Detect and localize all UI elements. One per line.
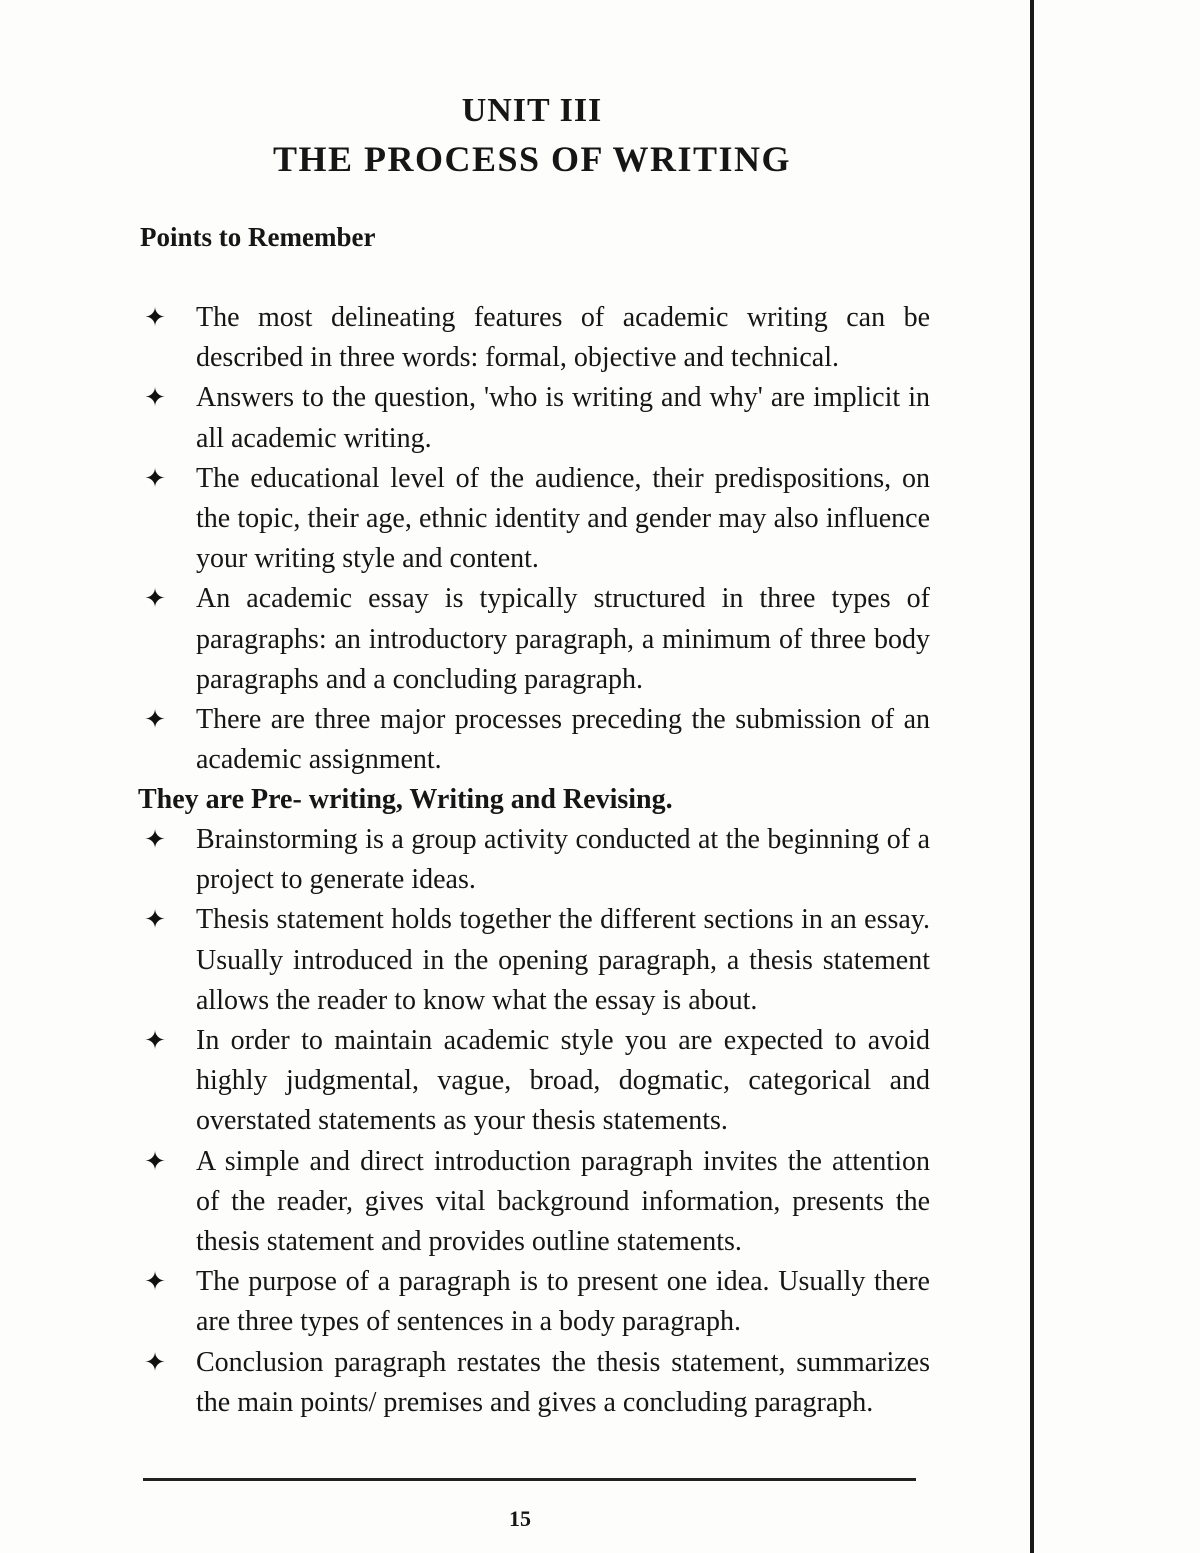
list-item [140,1142,930,1263]
point-text: The purpose of a paragraph is to present one idea. Usually there are three types of sentences in a body paragraph. [196,1266,930,1338]
four-point-star-icon: ✦ [144,463,166,493]
point-text: Answers to the question, 'who is writing and why' are implicit in all academic writing. [196,382,930,454]
point-text: Conclusion paragraph restates the thesis statement, summarizes the main points/ premises and gives a concluding paragraph. [196,1346,930,1418]
section-heading: Points to Remember [140,222,376,252]
list-item [140,459,930,580]
unit-label: UNIT III [461,92,603,129]
point-text: Thesis statement holds together the different sections in an essay. Usually introduced in the opening paragraph, a thesis statement allows the reader to know what the essay is about. [196,904,930,1016]
list-item [140,900,930,1021]
four-point-star-icon: ✦ [144,1347,166,1377]
point-text: There are three major processes preceding the submission of an academic assignment. [196,704,930,776]
four-point-star-icon: ✦ [144,905,166,935]
four-point-star-icon: ✦ [144,584,166,614]
point-text: The most delineating features of academic writing can be described in three words: formal, objective and technical. [196,302,930,374]
list-item [140,1343,930,1423]
four-point-star-icon: ✦ [144,383,166,413]
four-point-star-icon: ✦ [144,1146,166,1176]
list-item [140,1262,930,1342]
point-text: Brainstorming is a group activity conducted at the beginning of a project to generate ideas. [196,824,930,896]
writing-stages-subheading: They are Pre- writing, Writing and Revising. [138,784,673,815]
four-point-star-icon: ✦ [144,303,166,332]
point-text: An academic essay is typically structured in three types of paragraphs: an introductory paragraph, a minimum of three body paragraphs and a concluding paragraph. [196,583,930,695]
page-title: THE PROCESS OF WRITING [272,139,792,179]
four-point-star-icon: ✦ [144,825,166,854]
four-point-star-icon: ✦ [144,705,166,735]
page-number: 15 [509,1506,531,1531]
point-text: In order to maintain academic style you are expected to avoid highly judgmental, vague, broad, dogmatic, categorical and overstated statements as your thesis statements. [196,1025,930,1137]
list-item [140,579,930,700]
list-item [140,1021,930,1142]
point-text: The educational level of the audience, their predispositions, on the topic, their age, ethnic identity and gender may also influence your writing style and content. [196,462,930,575]
points-list-primary [140,298,930,780]
point-text: A simple and direct introduction paragraph invites the attention of the reader, gives vital background information, presents the thesis statement and provides outline statements. [196,1145,930,1258]
list-item [140,820,930,900]
list-item [140,378,930,458]
footer-divider [143,1478,916,1481]
points-list-secondary [140,820,930,1423]
page-edge-line [1030,0,1034,1553]
four-point-star-icon: ✦ [144,1026,166,1056]
four-point-star-icon: ✦ [144,1267,166,1297]
list-item [140,298,930,378]
list-item [140,700,930,780]
